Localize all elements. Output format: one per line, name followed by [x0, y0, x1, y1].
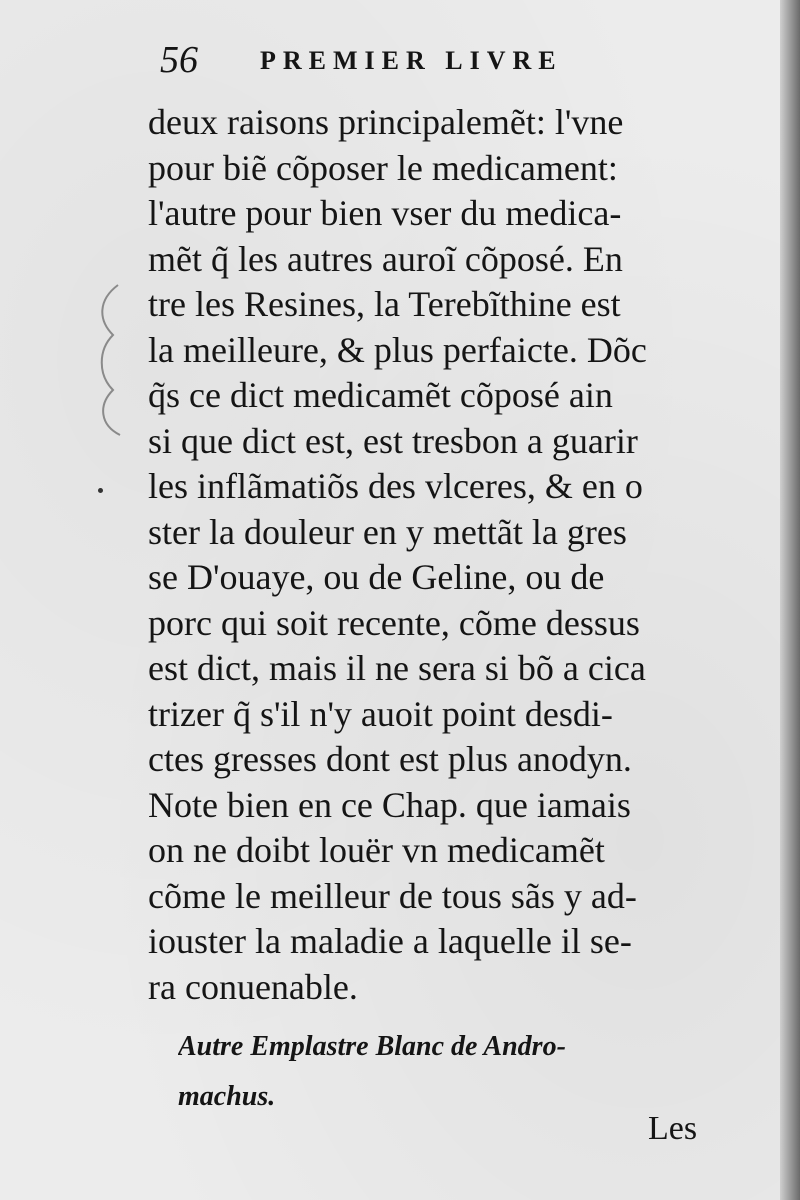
running-head: PREMIER LIVRE: [260, 46, 563, 75]
text-line: l'autre pour bien vser du medica-: [148, 193, 622, 233]
page-number: 56: [160, 39, 198, 81]
section-heading: [178, 1022, 738, 1122]
text-line: porc qui soit recente, cõme dessus: [148, 602, 640, 643]
text-line: ster la douleur en y mettãt la gres: [148, 511, 627, 552]
text-line: cõme le meilleur de tous sãs y ad-: [148, 875, 637, 916]
text-line: se D'ouaye, ou de Geline, ou de: [148, 557, 605, 597]
text-line: iouster la maladie a laquelle il se-: [148, 921, 632, 961]
catchword: Les: [648, 1110, 698, 1147]
text-line: ctes gresses dont est plus anodyn.: [148, 739, 632, 779]
text-line: trizer q̃ s'il n'y auoit point desdi-: [148, 693, 613, 734]
heading-line: machus.: [178, 1081, 276, 1112]
body-text: [148, 100, 748, 1010]
page-header: [160, 38, 740, 88]
text-line: q̃s ce dict medicamẽt cõposé ain: [148, 375, 613, 415]
text-line: la meilleure, & plus perfaicte. Dõc: [148, 329, 647, 370]
text-line: ra conuenable.: [148, 966, 358, 1007]
text-line: Note bien en ce Chap. que iamais: [148, 784, 631, 825]
text-line: si que dict est, est tresbon a guarir: [148, 420, 638, 461]
text-line: pour biẽ cõposer le medicament:: [148, 147, 618, 188]
text-line: on ne doibt louër vn medicamẽt: [148, 830, 605, 870]
heading-line: Autre Emplastre Blanc de Andro-: [178, 1031, 566, 1062]
text-line: mẽt q̃ les autres auroĩ cõposé. En: [148, 238, 623, 279]
text-line: est dict, mais il ne sera si bõ a cica: [148, 648, 646, 688]
page-edge: [780, 0, 800, 1200]
text-line: tre les Resines, la Terebĩthine est: [148, 284, 621, 324]
text-line: deux raisons principalemẽt: l'vne: [148, 102, 624, 142]
margin-bracket-mark: [88, 280, 128, 440]
text-line: les inflãmatiõs des vlceres, & en o: [148, 466, 643, 506]
margin-dot-mark: [98, 488, 103, 493]
